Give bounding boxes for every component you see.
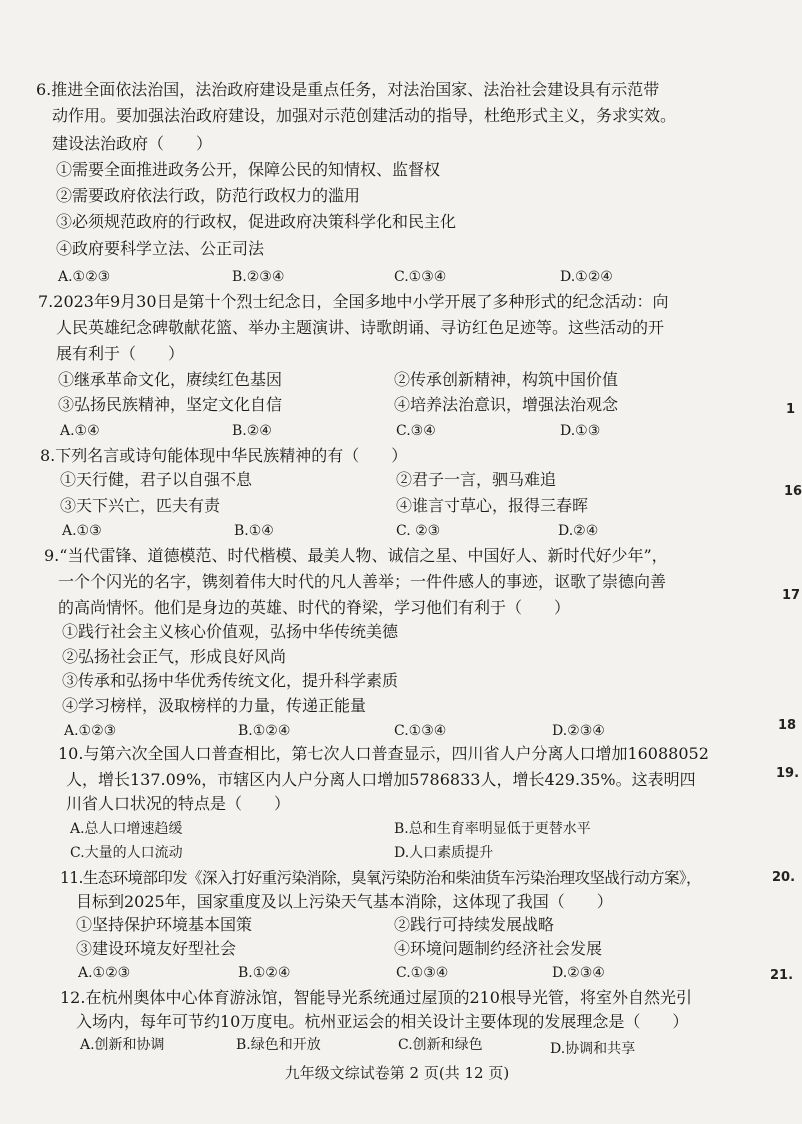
statement-line: ④政府要科学立法、公正司法	[56, 239, 265, 258]
question-text-line: 7.2023年9月30日是第十个烈士纪念日，全国多地中小学开展了多种形式的纪念活动：向	[38, 292, 669, 311]
answer-option-b[interactable]: B.②③④	[232, 269, 285, 285]
statement-right: ②君子一言，驷马难追	[396, 470, 557, 489]
answer-option-d[interactable]: D.协调和共享	[550, 1041, 636, 1057]
answer-option-c[interactable]: C.①③④	[394, 723, 447, 739]
answer-option-a[interactable]: A.①③	[62, 523, 102, 539]
statement-line: ①需要全面推进政务公开，保障公民的知情权、监督权	[56, 160, 441, 179]
statement-line: ②需要政府依法行政，防范行政权力的滥用	[56, 186, 361, 205]
question-text-line: 12.在杭州奥体中心体育游泳馆，智能导光系统通过屋顶的210根导光管，将室外自然光引	[60, 988, 692, 1007]
answer-option-a[interactable]: A.创新和协调	[80, 1037, 165, 1053]
statement-left: ①继承革命文化，赓续红色基因	[58, 370, 283, 389]
answer-option-c[interactable]: C.大量的人口流动	[70, 845, 183, 861]
question-text-line: 10.与第六次全国人口普查相比，第七次人口普查显示，四川省人户分离人口增加16088052	[58, 744, 709, 763]
answer-option-d[interactable]: D.①②④	[560, 269, 613, 285]
edge-question-number: 21.	[770, 968, 794, 983]
statement-left: ③建设环境友好型社会	[76, 939, 237, 958]
question-text-line: 入场内，每年可节约10万度电。杭州亚运会的相关设计主要体现的发展理念是（ ）	[76, 1012, 689, 1031]
question-text-line: 的高尚情怀。他们是身边的英雄、时代的脊梁，学习他们有利于（ ）	[58, 598, 571, 617]
statement-left: ③天下兴亡，匹夫有责	[60, 496, 221, 515]
answer-option-a[interactable]: A.总人口增速趋缓	[70, 821, 183, 837]
answer-option-d[interactable]: D.②③④	[552, 723, 605, 739]
answer-option-b[interactable]: B.①②④	[238, 723, 291, 739]
statement-line: ③传承和弘扬中华优秀传统文化，提升科学素质	[62, 671, 399, 690]
answer-option-a[interactable]: A.①④	[60, 423, 100, 439]
answer-option-d[interactable]: D.②④	[558, 523, 599, 539]
answer-option-b[interactable]: B.②④	[232, 423, 272, 439]
question-text-line: 8.下列名言或诗句能体现中华民族精神的有（ ）	[40, 446, 408, 465]
answer-option-d[interactable]: D.人口素质提升	[394, 845, 494, 861]
answer-option-a[interactable]: A.①②③	[64, 723, 117, 739]
question-text-line: 11.生态环境部印发《深入打好重污染消除，臭氧污染防治和柴油货车污染治理攻坚战行动方案》，	[60, 869, 701, 887]
statement-line: ②弘扬社会正气，形成良好风尚	[62, 647, 287, 666]
answer-option-a[interactable]: A.①②③	[78, 965, 131, 981]
answer-option-c[interactable]: C. ②③	[396, 523, 441, 539]
answer-option-a[interactable]: A.①②③	[58, 269, 111, 285]
statement-right: ②践行可持续发展战略	[394, 915, 555, 934]
question-text-line: 川省人口状况的特点是（ ）	[66, 794, 291, 813]
question-text-line: 一个个闪光的名字，镌刻着伟大时代的凡人善举；一件件感人的事迹，讴歌了崇德向善	[58, 572, 667, 591]
answer-option-d[interactable]: D.②③④	[552, 965, 605, 981]
edge-question-number: 1	[786, 402, 796, 417]
answer-option-b[interactable]: B.总和生育率明显低于更替水平	[394, 821, 591, 837]
statement-right: ④培养法治意识，增强法治观念	[394, 395, 619, 414]
edge-question-number: 18	[778, 718, 797, 733]
statement-left: ①坚持保护环境基本国策	[76, 915, 253, 934]
answer-option-d[interactable]: D.①③	[560, 423, 601, 439]
question-text-line: 目标到2025年，国家重度及以上污染天气基本消除，这体现了我国（ ）	[76, 892, 613, 911]
answer-option-b[interactable]: B.①②④	[238, 965, 291, 981]
question-text-line: 人，增长137.09%，市辖区内人户分离人口增加5786833人，增长429.35%。这表明四	[66, 770, 696, 789]
statement-left: ①天行健，君子以自强不息	[60, 470, 253, 489]
edge-question-number: 16	[784, 484, 802, 499]
statement-right: ④谁言寸草心，报得三春晖	[396, 496, 589, 515]
edge-question-number: 20.	[772, 870, 796, 885]
question-text-line: 9.“当代雷锋、道德模范、时代楷模、最美人物、诚信之星、中国好人、新时代好少年”，	[44, 546, 668, 565]
statement-right: ④环境问题制约经济社会发展	[394, 939, 603, 958]
question-text-line: 建设法治政府（ ）	[52, 134, 213, 153]
edge-question-number: 19.	[776, 766, 800, 781]
answer-option-b[interactable]: B.绿色和开放	[236, 1037, 321, 1053]
answer-option-c[interactable]: C.③④	[396, 423, 436, 439]
question-text-line: 动作用。要加强法治政府建设，加强对示范创建活动的指导，杜绝形式主义，务求实效。	[52, 106, 677, 125]
question-text-line: 人民英雄纪念碑敬献花篮、举办主题演讲、诗歌朗诵、寻访红色足迹等。这些活动的开	[56, 318, 665, 337]
answer-option-c[interactable]: C.①③④	[394, 269, 447, 285]
question-text-line: 6.推进全面依法治国，法治政府建设是重点任务，对法治国家、法治社会建设具有示范带	[36, 80, 660, 99]
answer-option-b[interactable]: B.①④	[234, 523, 274, 539]
statement-line: ④学习榜样，汲取榜样的力量，传递正能量	[62, 696, 367, 715]
answer-option-c[interactable]: C.创新和绿色	[398, 1037, 483, 1053]
statement-right: ②传承创新精神，构筑中国价值	[394, 370, 619, 389]
statement-line: ①践行社会主义核心价值观，弘扬中华传统美德	[62, 622, 399, 641]
statement-line: ③必须规范政府的行政权，促进政府决策科学化和民主化	[56, 212, 457, 231]
page-footer: 九年级文综试卷第 2 页(共 12 页)	[284, 1064, 510, 1082]
question-text-line: 展有利于（ ）	[56, 344, 185, 363]
answer-option-c[interactable]: C.①③④	[396, 965, 449, 981]
edge-question-number: 17	[782, 588, 801, 603]
statement-left: ③弘扬民族精神，坚定文化自信	[58, 395, 283, 414]
